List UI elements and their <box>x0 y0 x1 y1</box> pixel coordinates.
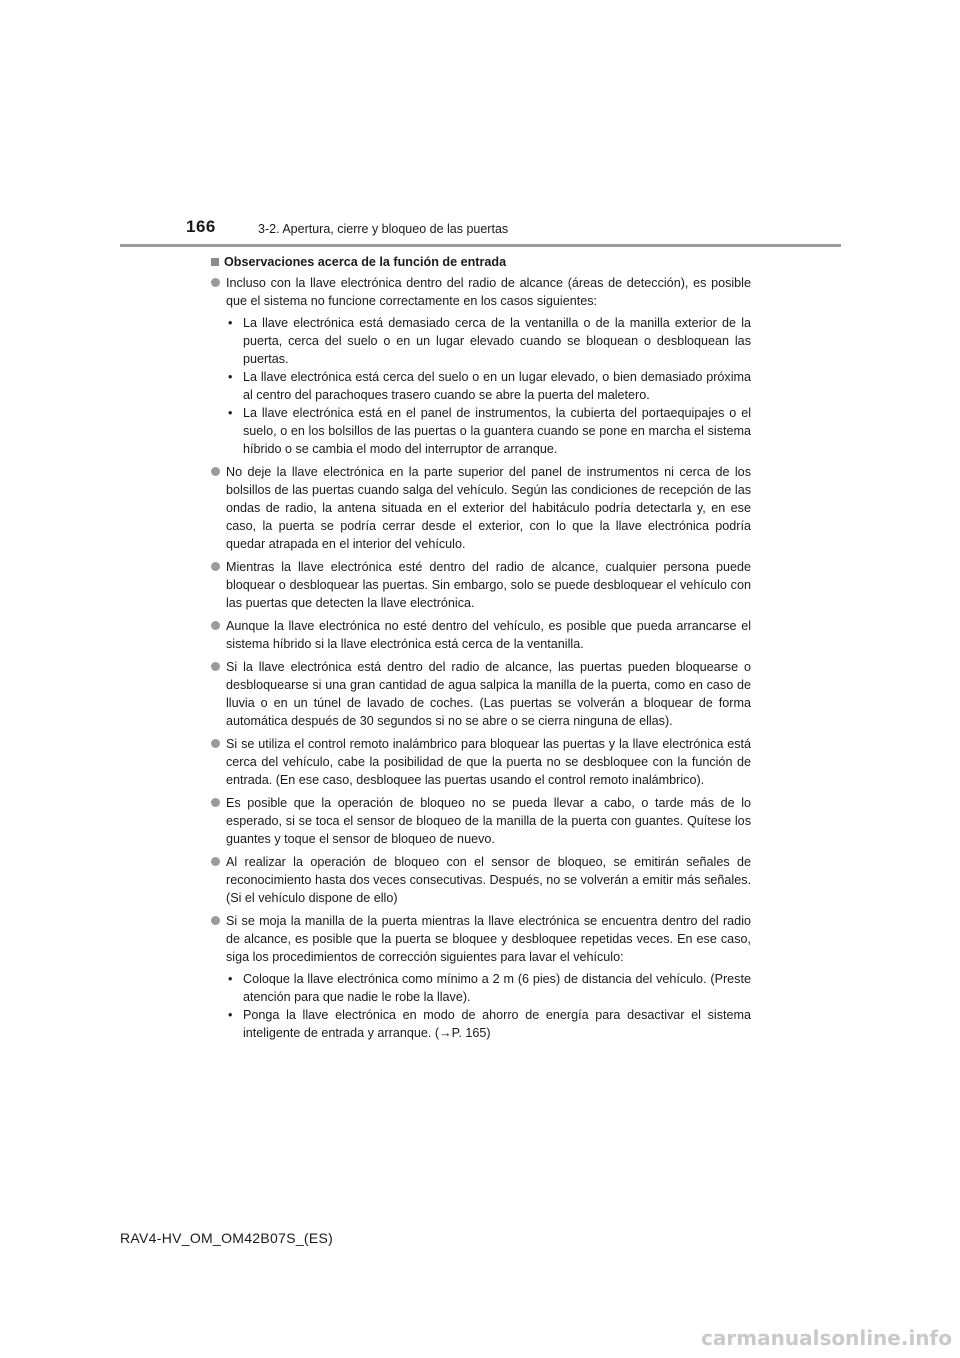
circle-bullet-icon <box>211 278 220 287</box>
circle-bullet-icon <box>211 621 220 630</box>
bullet-item <box>211 853 751 907</box>
circle-bullet-icon <box>211 798 220 807</box>
page-number: 166 <box>186 217 216 236</box>
sub-item-text: La llave electrónica está demasiado cerca de la ventanilla o de la manilla exterior de la puerta, cerca del suelo o en un lugar elevado cuando se bloquean o desbloquean las puertas. <box>243 316 751 366</box>
bullet-item <box>211 617 751 653</box>
bullet-item <box>211 558 751 612</box>
bullet-item <box>211 794 751 848</box>
bullet-item <box>211 912 751 1042</box>
bullet-text: Incluso con la llave electrónica dentro del radio de alcance (áreas de detección), es posible que el sistema no funcione correctamente en los casos siguientes: <box>226 276 751 308</box>
footer-model-code: RAV4-HV_OM_OM42B07S_(ES) <box>120 1230 334 1246</box>
bullet-item <box>211 274 751 458</box>
bullet-body <box>226 853 751 907</box>
circle-bullet-icon <box>211 739 220 748</box>
bullet-body <box>226 274 751 458</box>
sub-list-item <box>226 314 751 368</box>
sub-list-item <box>226 970 751 1006</box>
bullet-body <box>226 463 751 553</box>
section-heading <box>211 253 751 271</box>
header-divider <box>120 244 841 247</box>
bullet-text: Es posible que la operación de bloqueo no se pueda llevar a cabo, o tarde más de lo esperado, si se toca el sensor de bloqueo de la manilla de la puerta con guantes. Quítese los guantes y toque el sensor de bloqueo de nuevo. <box>226 796 751 846</box>
dot-marker-icon: • <box>228 316 233 330</box>
section-title: 3-2. Apertura, cierre y bloqueo de las puertas <box>258 222 509 236</box>
sub-item-text: Coloque la llave electrónica como mínimo a 2 m (6 pies) de distancia del vehículo. (Preste atención para que nadie le robe la llave). <box>243 972 751 1004</box>
sub-item-text: Ponga la llave electrónica en modo de ahorro de energía para desactivar el sistema inteligente de entrada y arranque. (→P. 165) <box>243 1008 751 1040</box>
sub-list <box>226 314 751 458</box>
bullet-item <box>211 735 751 789</box>
bullet-list <box>211 274 751 1042</box>
bullet-body <box>226 558 751 612</box>
bullet-text: Aunque la llave electrónica no esté dentro del vehículo, es posible que pueda arrancarse el sistema híbrido si la llave electrónica está cerca de la ventanilla. <box>226 619 751 651</box>
bullet-item <box>211 463 751 553</box>
bullet-text: Al realizar la operación de bloqueo con el sensor de bloqueo, se emitirán señales de reconocimiento hasta dos veces consecutivas. Después, no se volverán a emitir más señales. (Si el vehículo dispone de ello) <box>226 855 751 905</box>
circle-bullet-icon <box>211 562 220 571</box>
dot-marker-icon: • <box>228 370 233 384</box>
circle-bullet-icon <box>211 467 220 476</box>
circle-bullet-icon <box>211 916 220 925</box>
bullet-body <box>226 735 751 789</box>
circle-bullet-icon <box>211 857 220 866</box>
circle-bullet-icon <box>211 662 220 671</box>
bullet-body <box>226 617 751 653</box>
bullet-text: Si se moja la manilla de la puerta mientras la llave electrónica se encuentra dentro del radio de alcance, es posible que la puerta se bloquee y desbloquee repetidas veces. En ese caso, siga los procedimientos de corrección siguientes para lavar el vehículo: <box>226 914 751 964</box>
bullet-body <box>226 794 751 848</box>
section-heading-text: Observaciones acerca de la función de entrada <box>224 255 507 269</box>
sub-item-text: La llave electrónica está en el panel de instrumentos, la cubierta del portaequipajes o el suelo, o en los bolsillos de las puertas o la guantera cuando se pone en marcha el sistema híbrido o se cambia el modo del interruptor de arranque. <box>243 406 751 456</box>
sub-list <box>226 970 751 1042</box>
sub-list-item <box>226 368 751 404</box>
dot-marker-icon: • <box>228 972 233 986</box>
bullet-text: Si la llave electrónica está dentro del radio de alcance, las puertas pueden bloquearse o desbloquearse si una gran cantidad de agua salpica la manilla de la puerta, como en caso de lluvia o en un túnel de lavado de coches. (Las puertas se volverán a bloquear de forma automática después de 30 segundos si no se abre o se cierra ninguna de ellas). <box>226 660 751 728</box>
bullet-text: No deje la llave electrónica en la parte superior del panel de instrumentos ni cerca de los bolsillos de las puertas cuando salga del vehículo. Según las condiciones de recepción de las ondas de radio, la antena situada en el exterior del habitáculo podría detectarla y, en ese caso, la puerta se podría cerrar desde el exterior, con lo que la llave electrónica podría quedar atrapada en el interior del vehículo. <box>226 465 751 551</box>
sub-list-item <box>226 1006 751 1042</box>
bullet-body <box>226 912 751 1042</box>
square-bullet-icon <box>211 258 219 266</box>
sub-item-text: La llave electrónica está cerca del suelo o en un lugar elevado, o bien demasiado próxima al centro del parachoques trasero cuando se abre la puerta del maletero. <box>243 370 751 402</box>
dot-marker-icon: • <box>228 1008 233 1022</box>
watermark-logo: carmanualsonline.info <box>701 1326 952 1350</box>
bullet-text: Mientras la llave electrónica esté dentro del radio de alcance, cualquier persona puede bloquear o desbloquear las puertas. Sin embargo, solo se puede desbloquear el vehículo con las puertas que detecten la llave electrónica. <box>226 560 751 610</box>
bullet-item <box>211 658 751 730</box>
bullet-text: Si se utiliza el control remoto inalámbrico para bloquear las puertas y la llave electrónica está cerca del vehículo, cabe la posibilidad de que la puerta no se desbloquee con la función de entrada. (En ese caso, desbloquee las puertas usando el control remoto inalámbrico). <box>226 737 751 787</box>
bullet-body <box>226 658 751 730</box>
main-content <box>211 253 751 1047</box>
dot-marker-icon: • <box>228 406 233 420</box>
sub-list-item <box>226 404 751 458</box>
